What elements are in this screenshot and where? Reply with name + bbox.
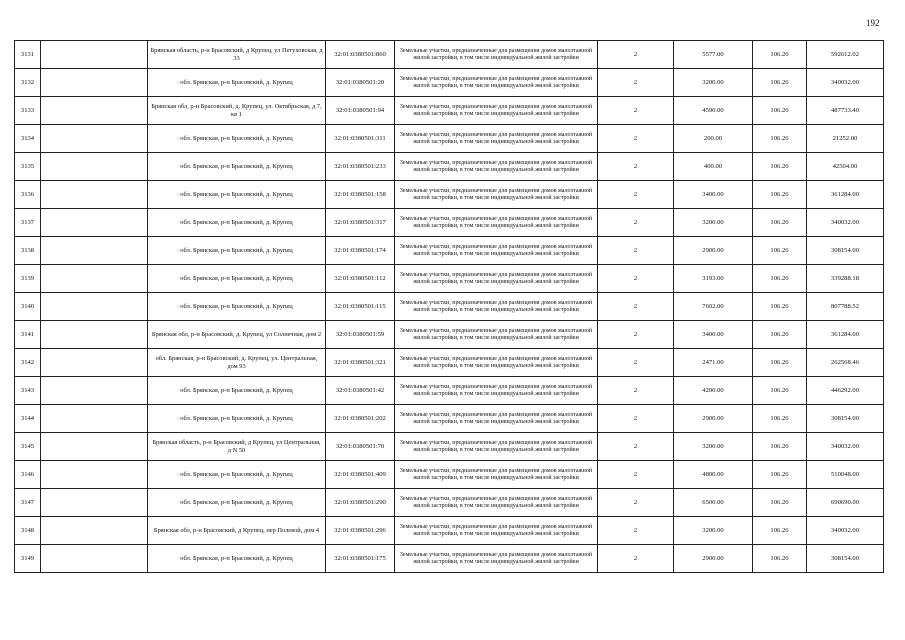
cadastral-number-cell: 32:01:0380501:860 bbox=[326, 41, 395, 69]
table-row bbox=[15, 69, 884, 97]
table-row bbox=[15, 209, 884, 237]
row-id-cell: 3136 bbox=[15, 181, 41, 209]
table-row bbox=[15, 125, 884, 153]
land-use-description-cell: Земельные участки, предназначенные для размещения домов малоэтажной жилой застройки, в том числе индивидуальной жилой застройки bbox=[395, 181, 598, 209]
area-cell: 4800.00 bbox=[674, 461, 753, 489]
land-use-description-cell: Земельные участки, предназначенные для размещения домов малоэтажной жилой застройки, в том числе индивидуальной жилой застройки bbox=[395, 321, 598, 349]
rate-cell: 106.26 bbox=[753, 209, 807, 237]
rate-cell: 106.26 bbox=[753, 377, 807, 405]
cadastral-value-cell: 21252.00 bbox=[807, 125, 884, 153]
empty-cell bbox=[41, 349, 148, 377]
table-row bbox=[15, 181, 884, 209]
rate-cell: 106.26 bbox=[753, 153, 807, 181]
rate-cell: 106.26 bbox=[753, 517, 807, 545]
empty-cell bbox=[41, 153, 148, 181]
land-use-description-cell: Земельные участки, предназначенные для размещения домов малоэтажной жилой застройки, в том числе индивидуальной жилой застройки bbox=[395, 237, 598, 265]
row-id-cell: 3140 bbox=[15, 293, 41, 321]
empty-cell bbox=[41, 209, 148, 237]
land-use-description-cell: Земельные участки, предназначенные для размещения домов малоэтажной жилой застройки, в том числе индивидуальной жилой застройки bbox=[395, 461, 598, 489]
area-cell: 5577.00 bbox=[674, 41, 753, 69]
table-row bbox=[15, 293, 884, 321]
row-id-cell: 3138 bbox=[15, 237, 41, 265]
area-cell: 3400.00 bbox=[674, 181, 753, 209]
area-cell: 3200.00 bbox=[674, 433, 753, 461]
empty-cell bbox=[41, 545, 148, 573]
cadastral-value-cell: 308154.00 bbox=[807, 545, 884, 573]
rate-cell: 106.26 bbox=[753, 293, 807, 321]
group-cell: 2 bbox=[598, 265, 674, 293]
rate-cell: 106.26 bbox=[753, 433, 807, 461]
cadastral-number-cell: 32:01:0380501:317 bbox=[326, 209, 395, 237]
row-id-cell: 3143 bbox=[15, 377, 41, 405]
group-cell: 2 bbox=[598, 97, 674, 125]
group-cell: 2 bbox=[598, 237, 674, 265]
cadastral-number-cell: 32:01:0380501:233 bbox=[326, 153, 395, 181]
empty-cell bbox=[41, 181, 148, 209]
row-id-cell: 3131 bbox=[15, 41, 41, 69]
cadastral-value-cell: 262568.46 bbox=[807, 349, 884, 377]
cadastral-value-cell: 340032.00 bbox=[807, 517, 884, 545]
cadastral-value-cell: 340032.00 bbox=[807, 69, 884, 97]
group-cell: 2 bbox=[598, 489, 674, 517]
land-use-description-cell: Земельные участки, предназначенные для размещения домов малоэтажной жилой застройки, в том числе индивидуальной жилой застройки bbox=[395, 405, 598, 433]
address-cell: обл. Брянская, р-н Брасовский, д. Крупец bbox=[148, 293, 326, 321]
area-cell: 2900.00 bbox=[674, 405, 753, 433]
cadastral-value-cell: 308154.00 bbox=[807, 237, 884, 265]
group-cell: 2 bbox=[598, 545, 674, 573]
empty-cell bbox=[41, 489, 148, 517]
row-id-cell: 3145 bbox=[15, 433, 41, 461]
area-cell: 3193.00 bbox=[674, 265, 753, 293]
cadastral-number-cell: 32:01:0380501:112 bbox=[326, 265, 395, 293]
area-cell: 3200.00 bbox=[674, 69, 753, 97]
address-cell: Брянская обл, р-н Брасовский, д Крупец, пер Полевой, дом 4 bbox=[148, 517, 326, 545]
rate-cell: 106.26 bbox=[753, 321, 807, 349]
cadastral-value-cell: 308154.00 bbox=[807, 405, 884, 433]
address-cell: обл. Брянская, р-н Брасовский, д. Крупец, ул. Центральная, дом 93 bbox=[148, 349, 326, 377]
rate-cell: 106.26 bbox=[753, 349, 807, 377]
address-cell: обл. Брянская, р-н Брасовский, д. Крупец bbox=[148, 377, 326, 405]
cadastral-value-cell: 361284.00 bbox=[807, 181, 884, 209]
rate-cell: 106.26 bbox=[753, 265, 807, 293]
row-id-cell: 3142 bbox=[15, 349, 41, 377]
land-use-description-cell: Земельные участки, предназначенные для размещения домов малоэтажной жилой застройки, в том числе индивидуальной жилой застройки bbox=[395, 97, 598, 125]
page-number: 192 bbox=[866, 18, 880, 28]
cadastral-value-cell: 340032.00 bbox=[807, 433, 884, 461]
address-cell: обл. Брянская, р-н Брасовский, д. Крупец bbox=[148, 181, 326, 209]
empty-cell bbox=[41, 41, 148, 69]
cadastral-number-cell: 32:01:0380501:59 bbox=[326, 321, 395, 349]
area-cell: 2471.00 bbox=[674, 349, 753, 377]
row-id-cell: 3147 bbox=[15, 489, 41, 517]
rate-cell: 106.26 bbox=[753, 545, 807, 573]
cadastral-number-cell: 32:01:0380501:20 bbox=[326, 69, 395, 97]
area-cell: 3200.00 bbox=[674, 517, 753, 545]
cadastral-value-cell: 361284.00 bbox=[807, 321, 884, 349]
land-use-description-cell: Земельные участки, предназначенные для размещения домов малоэтажной жилой застройки, в том числе индивидуальной жилой застройки bbox=[395, 41, 598, 69]
cadastral-number-cell: 32:01:0380501:70 bbox=[326, 433, 395, 461]
row-id-cell: 3139 bbox=[15, 265, 41, 293]
empty-cell bbox=[41, 125, 148, 153]
table-row bbox=[15, 153, 884, 181]
rate-cell: 106.26 bbox=[753, 237, 807, 265]
empty-cell bbox=[41, 405, 148, 433]
address-cell: обл. Брянская, р-н Брасовский, д. Крупец bbox=[148, 69, 326, 97]
table-row bbox=[15, 433, 884, 461]
table-row bbox=[15, 517, 884, 545]
rate-cell: 106.26 bbox=[753, 489, 807, 517]
table-row bbox=[15, 405, 884, 433]
table-row bbox=[15, 237, 884, 265]
group-cell: 2 bbox=[598, 69, 674, 97]
address-cell: обл. Брянская, р-н Брасовский, д. Крупец bbox=[148, 489, 326, 517]
cadastral-value-cell: 510048.00 bbox=[807, 461, 884, 489]
empty-cell bbox=[41, 377, 148, 405]
empty-cell bbox=[41, 321, 148, 349]
cadastral-number-cell: 32:01:0380501:296 bbox=[326, 517, 395, 545]
table-row bbox=[15, 489, 884, 517]
address-cell: Брянская область, р-н Брасовский, д Крупец, ул Центральная, д N 50 bbox=[148, 433, 326, 461]
area-cell: 2900.00 bbox=[674, 545, 753, 573]
cadastral-value-cell: 339288.18 bbox=[807, 265, 884, 293]
cadastral-number-cell: 32:01:0380501:321 bbox=[326, 349, 395, 377]
address-cell: Брянская обл, р-н Брасовский, д. Крупец, ул Солнечная, дом 2 bbox=[148, 321, 326, 349]
rate-cell: 106.26 bbox=[753, 461, 807, 489]
area-cell: 4200.00 bbox=[674, 377, 753, 405]
address-cell: обл. Брянская, р-н Брасовский, д. Крупец bbox=[148, 545, 326, 573]
group-cell: 2 bbox=[598, 517, 674, 545]
area-cell: 7602.00 bbox=[674, 293, 753, 321]
group-cell: 2 bbox=[598, 153, 674, 181]
table-body bbox=[15, 41, 884, 573]
address-cell: обл. Брянская, р-н Брасовский, д. Крупец bbox=[148, 209, 326, 237]
cadastral-number-cell: 32:01:0380501:409 bbox=[326, 461, 395, 489]
rate-cell: 106.26 bbox=[753, 97, 807, 125]
address-cell: обл. Брянская, р-н Брасовский, д. Крупец bbox=[148, 125, 326, 153]
rate-cell: 106.26 bbox=[753, 405, 807, 433]
group-cell: 2 bbox=[598, 209, 674, 237]
rate-cell: 106.26 bbox=[753, 69, 807, 97]
table-row bbox=[15, 265, 884, 293]
empty-cell bbox=[41, 69, 148, 97]
row-id-cell: 3146 bbox=[15, 461, 41, 489]
land-use-description-cell: Земельные участки, предназначенные для размещения домов малоэтажной жилой застройки, в том числе индивидуальной жилой застройки bbox=[395, 377, 598, 405]
group-cell: 2 bbox=[598, 377, 674, 405]
group-cell: 2 bbox=[598, 349, 674, 377]
table-row bbox=[15, 461, 884, 489]
address-cell: обл. Брянская, р-н Брасовский, д. Крупец bbox=[148, 237, 326, 265]
land-use-description-cell: Земельные участки, предназначенные для размещения домов малоэтажной жилой застройки, в том числе индивидуальной жилой застройки bbox=[395, 489, 598, 517]
table-row bbox=[15, 97, 884, 125]
row-id-cell: 3148 bbox=[15, 517, 41, 545]
cadastral-number-cell: 32:01:0380501:115 bbox=[326, 293, 395, 321]
cadastral-number-cell: 32:01:0380501:174 bbox=[326, 237, 395, 265]
cadastral-value-cell: 592612.02 bbox=[807, 41, 884, 69]
group-cell: 2 bbox=[598, 405, 674, 433]
row-id-cell: 3144 bbox=[15, 405, 41, 433]
area-cell: 4590.00 bbox=[674, 97, 753, 125]
land-use-description-cell: Земельные участки, предназначенные для размещения домов малоэтажной жилой застройки, в том числе индивидуальной жилой застройки bbox=[395, 293, 598, 321]
land-use-description-cell: Земельные участки, предназначенные для размещения домов малоэтажной жилой застройки, в том числе индивидуальной жилой застройки bbox=[395, 265, 598, 293]
area-cell: 3400.00 bbox=[674, 321, 753, 349]
cadastral-number-cell: 32:01:0380501:42 bbox=[326, 377, 395, 405]
cadastral-value-cell: 446292.00 bbox=[807, 377, 884, 405]
land-plots-table bbox=[14, 40, 884, 573]
cadastral-number-cell: 32:01:0380501:175 bbox=[326, 545, 395, 573]
area-cell: 200.00 bbox=[674, 125, 753, 153]
rate-cell: 106.26 bbox=[753, 181, 807, 209]
table-row bbox=[15, 545, 884, 573]
address-cell: Брянская обл, р-н Брасовский, д. Крупец, ул. Октябрьская, д 7, кв 1 bbox=[148, 97, 326, 125]
land-use-description-cell: Земельные участки, предназначенные для размещения домов малоэтажной жилой застройки, в том числе индивидуальной жилой застройки bbox=[395, 545, 598, 573]
empty-cell bbox=[41, 461, 148, 489]
address-cell: Брянская область, р-н Брасовский, д Крупец, ул Петуховская, д 33 bbox=[148, 41, 326, 69]
area-cell: 3200.00 bbox=[674, 209, 753, 237]
table-row bbox=[15, 41, 884, 69]
land-use-description-cell: Земельные участки, предназначенные для размещения домов малоэтажной жилой застройки, в том числе индивидуальной жилой застройки bbox=[395, 433, 598, 461]
row-id-cell: 3134 bbox=[15, 125, 41, 153]
area-cell: 400.00 bbox=[674, 153, 753, 181]
land-use-description-cell: Земельные участки, предназначенные для размещения домов малоэтажной жилой застройки, в том числе индивидуальной жилой застройки bbox=[395, 125, 598, 153]
row-id-cell: 3149 bbox=[15, 545, 41, 573]
group-cell: 2 bbox=[598, 433, 674, 461]
land-use-description-cell: Земельные участки, предназначенные для размещения домов малоэтажной жилой застройки, в том числе индивидуальной жилой застройки bbox=[395, 349, 598, 377]
cadastral-number-cell: 32:01:0380501:94 bbox=[326, 97, 395, 125]
group-cell: 2 bbox=[598, 41, 674, 69]
land-use-description-cell: Земельные участки, предназначенные для размещения домов малоэтажной жилой застройки, в том числе индивидуальной жилой застройки bbox=[395, 153, 598, 181]
row-id-cell: 3135 bbox=[15, 153, 41, 181]
table-row bbox=[15, 349, 884, 377]
empty-cell bbox=[41, 517, 148, 545]
group-cell: 2 bbox=[598, 293, 674, 321]
empty-cell bbox=[41, 293, 148, 321]
land-use-description-cell: Земельные участки, предназначенные для размещения домов малоэтажной жилой застройки, в том числе индивидуальной жилой застройки bbox=[395, 517, 598, 545]
empty-cell bbox=[41, 265, 148, 293]
cadastral-value-cell: 487733.40 bbox=[807, 97, 884, 125]
cadastral-number-cell: 32:01:0380501:202 bbox=[326, 405, 395, 433]
cadastral-number-cell: 32:01:0380501:311 bbox=[326, 125, 395, 153]
row-id-cell: 3141 bbox=[15, 321, 41, 349]
area-cell: 6500.00 bbox=[674, 489, 753, 517]
land-use-description-cell: Земельные участки, предназначенные для размещения домов малоэтажной жилой застройки, в том числе индивидуальной жилой застройки bbox=[395, 69, 598, 97]
land-use-description-cell: Земельные участки, предназначенные для размещения домов малоэтажной жилой застройки, в том числе индивидуальной жилой застройки bbox=[395, 209, 598, 237]
cadastral-value-cell: 340032.00 bbox=[807, 209, 884, 237]
area-cell: 2900.00 bbox=[674, 237, 753, 265]
row-id-cell: 3133 bbox=[15, 97, 41, 125]
cadastral-value-cell: 690690.00 bbox=[807, 489, 884, 517]
cadastral-number-cell: 32:01:0380501:158 bbox=[326, 181, 395, 209]
empty-cell bbox=[41, 433, 148, 461]
group-cell: 2 bbox=[598, 125, 674, 153]
address-cell: обл. Брянская, р-н Брасовский, д. Крупец bbox=[148, 153, 326, 181]
rate-cell: 106.26 bbox=[753, 41, 807, 69]
group-cell: 2 bbox=[598, 321, 674, 349]
row-id-cell: 3137 bbox=[15, 209, 41, 237]
address-cell: обл. Брянская, р-н Брасовский, д. Крупец bbox=[148, 461, 326, 489]
row-id-cell: 3132 bbox=[15, 69, 41, 97]
cadastral-value-cell: 807788.52 bbox=[807, 293, 884, 321]
table-row bbox=[15, 377, 884, 405]
address-cell: обл. Брянская, р-н Брасовский, д. Крупец bbox=[148, 405, 326, 433]
group-cell: 2 bbox=[598, 461, 674, 489]
rate-cell: 106.26 bbox=[753, 125, 807, 153]
cadastral-value-cell: 42504.00 bbox=[807, 153, 884, 181]
cadastral-number-cell: 32:01:0380501:290 bbox=[326, 489, 395, 517]
empty-cell bbox=[41, 237, 148, 265]
address-cell: обл. Брянская, р-н Брасовский, д. Крупец bbox=[148, 265, 326, 293]
group-cell: 2 bbox=[598, 181, 674, 209]
table-row bbox=[15, 321, 884, 349]
empty-cell bbox=[41, 97, 148, 125]
